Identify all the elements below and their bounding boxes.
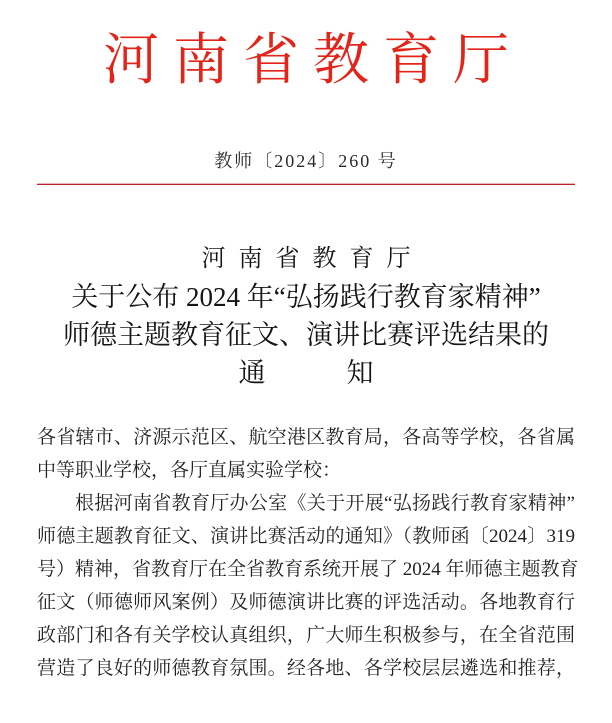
title-line-agency: 河南省教育厅 <box>201 246 424 272</box>
document-body <box>37 421 579 685</box>
body-line-paragraph-3: 号）精神，省教育厅在全省教育系统开展了 2024 年师德主题教育 <box>37 559 579 580</box>
official-document-page <box>0 30 612 723</box>
body-line-salutation-1: 各省辖市、济源示范区、航空港区教育局，各高等学校，各省属 <box>37 427 575 448</box>
body-line-salutation-2: 中等职业学校，各厅直属实验学校： <box>37 460 342 481</box>
document-number: 教师〔2024〕260 号 <box>214 151 398 171</box>
title-line-subject-2: 师德主题教育征文、演讲比赛评选结果的 <box>63 320 549 350</box>
body-line-paragraph-4: 征文（师德师风案例）及师德演讲比赛的评选活动。各地教育行 <box>37 592 575 613</box>
body-line-paragraph-5: 政部门和各有关学校认真组织，广大师生积极参与，在全省范围 <box>37 625 575 646</box>
body-line-paragraph-1: 根据河南省教育厅办公室《关于开展“弘扬践行教育家精神” <box>75 493 575 514</box>
title-line-notice: 通 知 <box>238 358 374 388</box>
body-line-paragraph-6: 营造了良好的师德教育氛围。经各地、各学校层层遴选和推荐， <box>37 658 575 679</box>
letterhead-red-divider <box>37 183 575 185</box>
document-title <box>37 240 575 392</box>
body-line-paragraph-2: 师德主题教育征文、演讲比赛活动的通知》（教师函〔2024〕319 <box>37 526 575 547</box>
title-line-subject-1: 关于公布 2024 年“弘扬践行教育家精神” <box>71 282 541 312</box>
letterhead-agency-name: 河南省教育厅 <box>103 30 523 92</box>
